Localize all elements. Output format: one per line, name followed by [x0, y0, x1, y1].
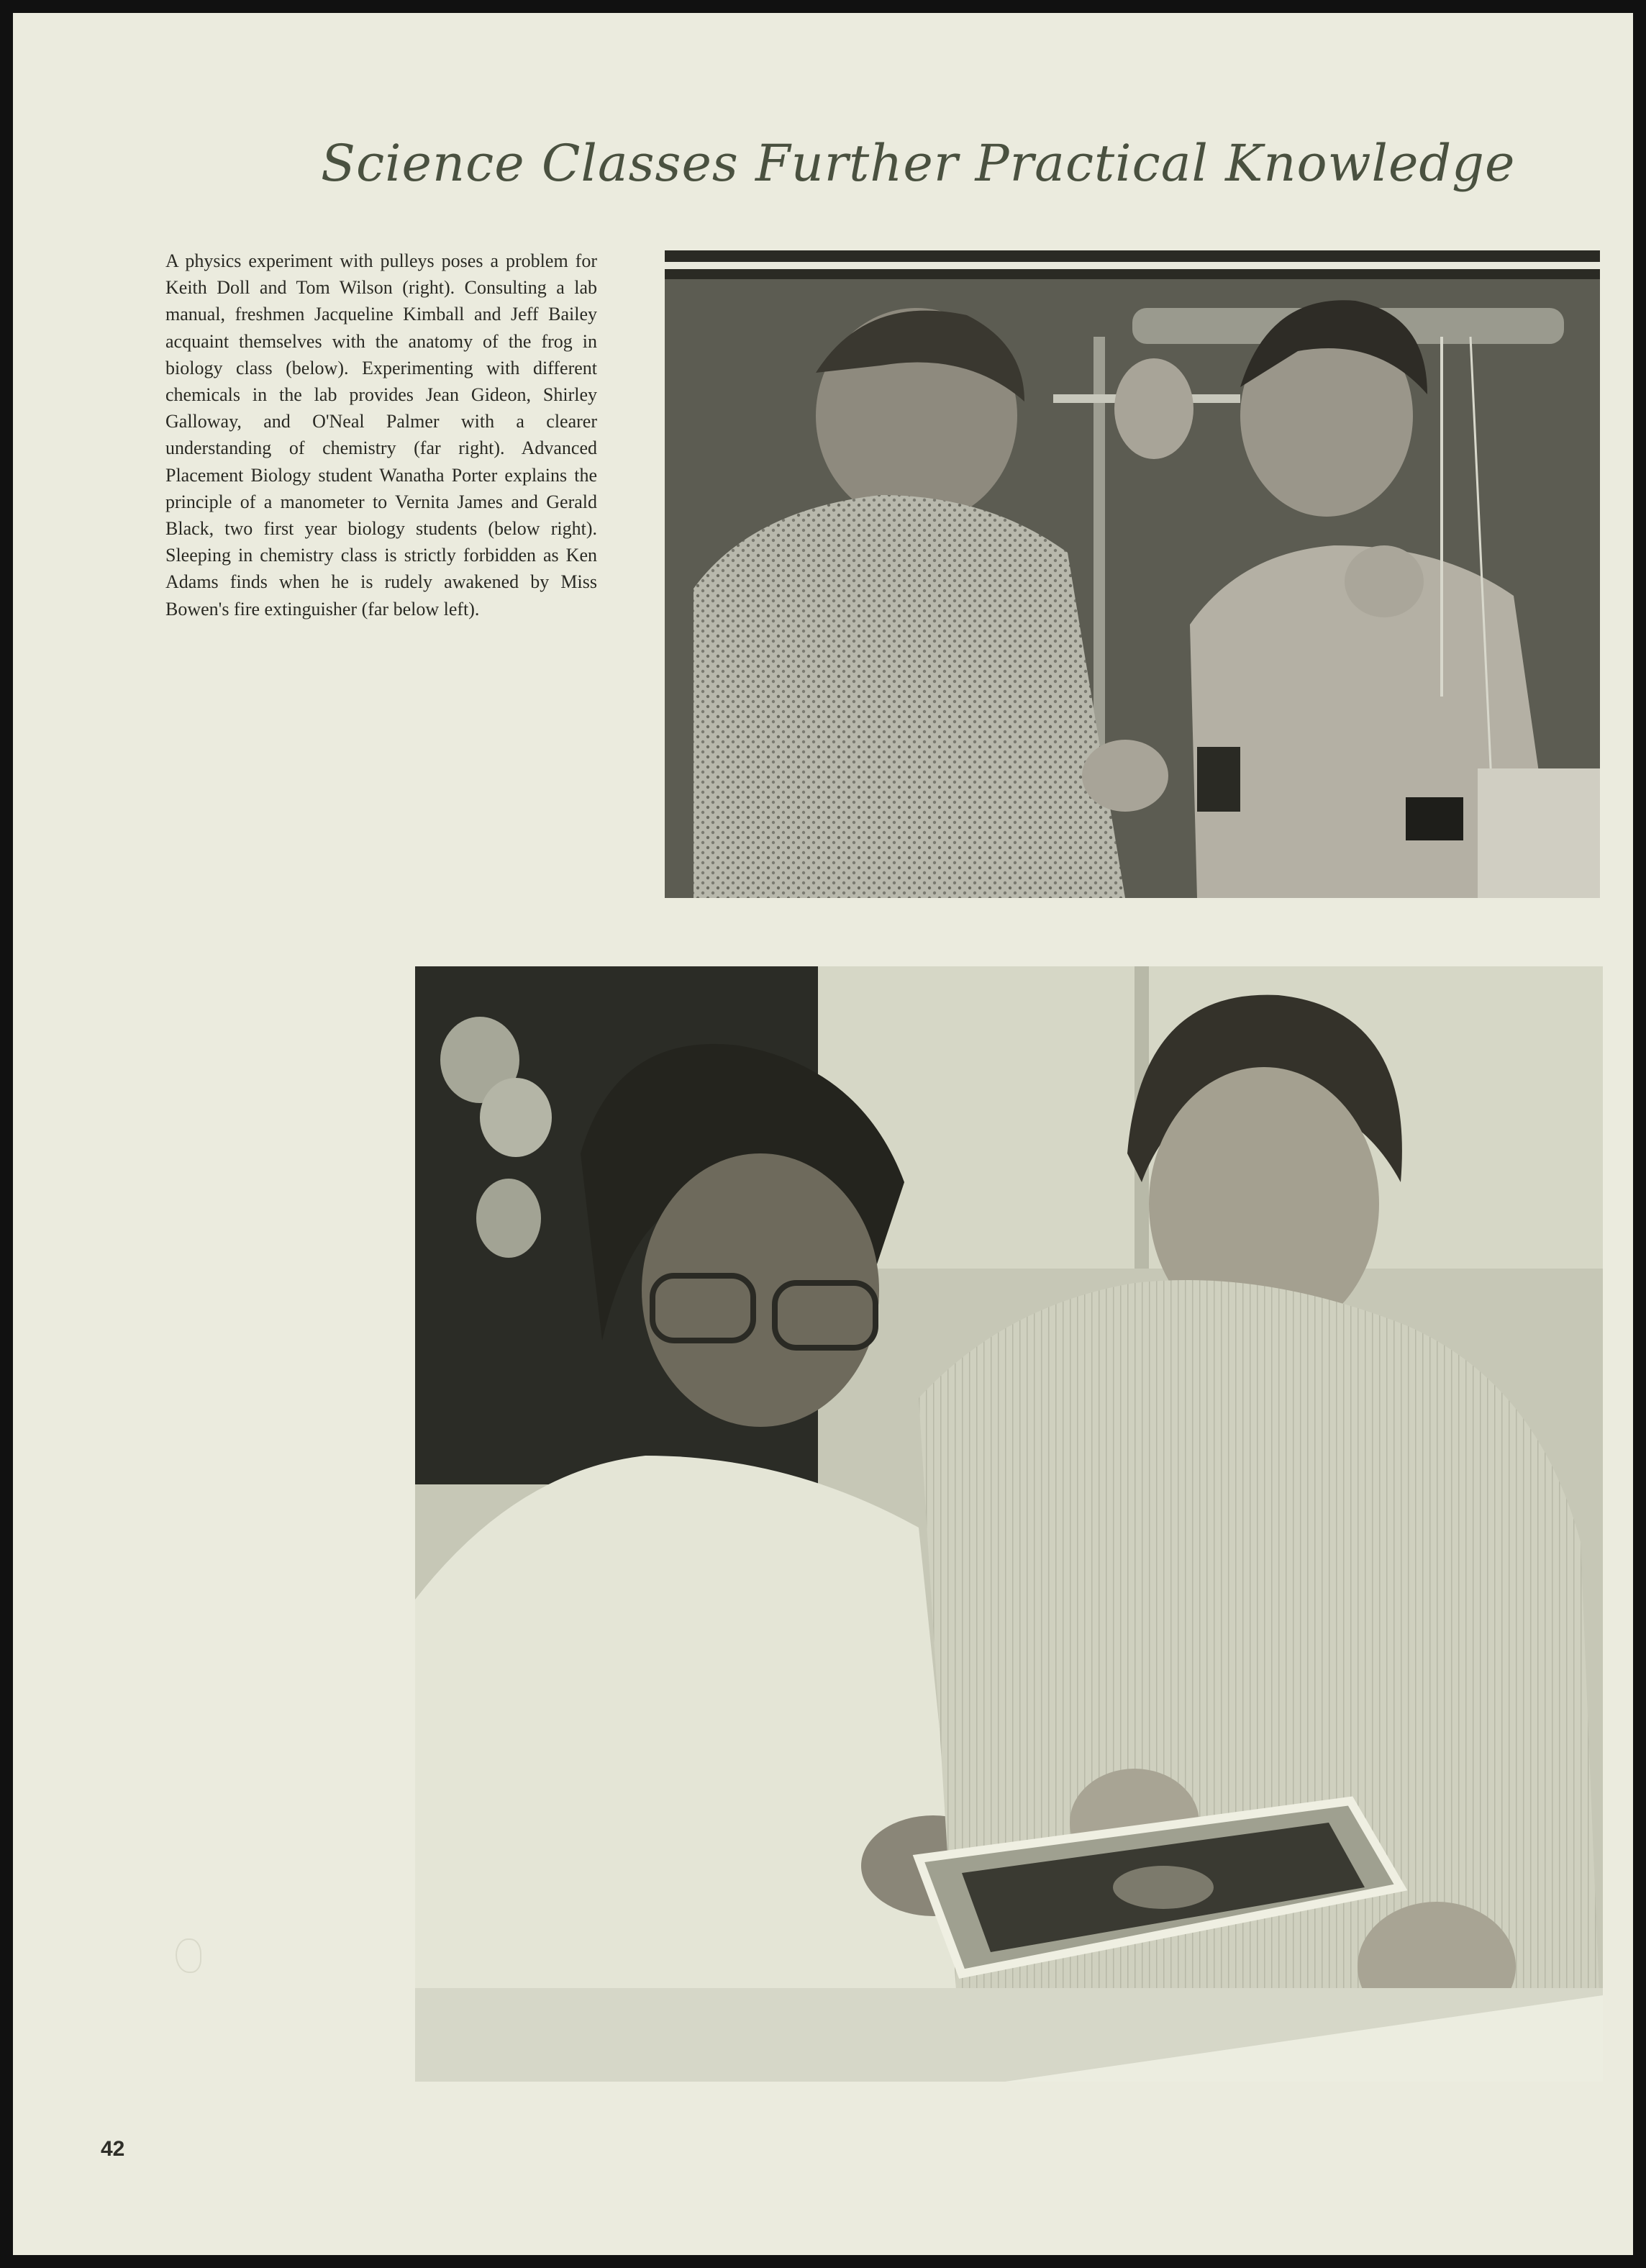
- physics-pulley-photo: [665, 250, 1600, 898]
- page-title: Science Classes Further Practical Knowledge: [321, 134, 1516, 193]
- yearbook-page: [13, 13, 1633, 2255]
- page-number: 42: [101, 2137, 125, 2161]
- biology-frog-dissection-photo: [415, 966, 1603, 2082]
- page-smudge-mark: [176, 1938, 201, 1973]
- photo-caption: A physics experiment with pulleys poses a problem for Keith Doll and Tom Wilson (right). Consulting a lab manual, freshmen Jacqueline Kimball and Jeff Bailey acquaint themselves with the anatomy of the frog in biology class (below). Experimenting with different chemicals in the lab provides Jean Gideon, Shirley Galloway, and O'Neal Palmer with a clearer understanding of chemistry (far right). Advanced Placement Biology student Wanatha Porter explains the principle of a manometer to Vernita James and Gerald Black, two first year biology students (below right). Sleeping in chemistry class is strictly forbidden as Ken Adams finds when he is rudely awakened by Miss Bowen's fire extinguisher (far below left).: [165, 250, 597, 620]
